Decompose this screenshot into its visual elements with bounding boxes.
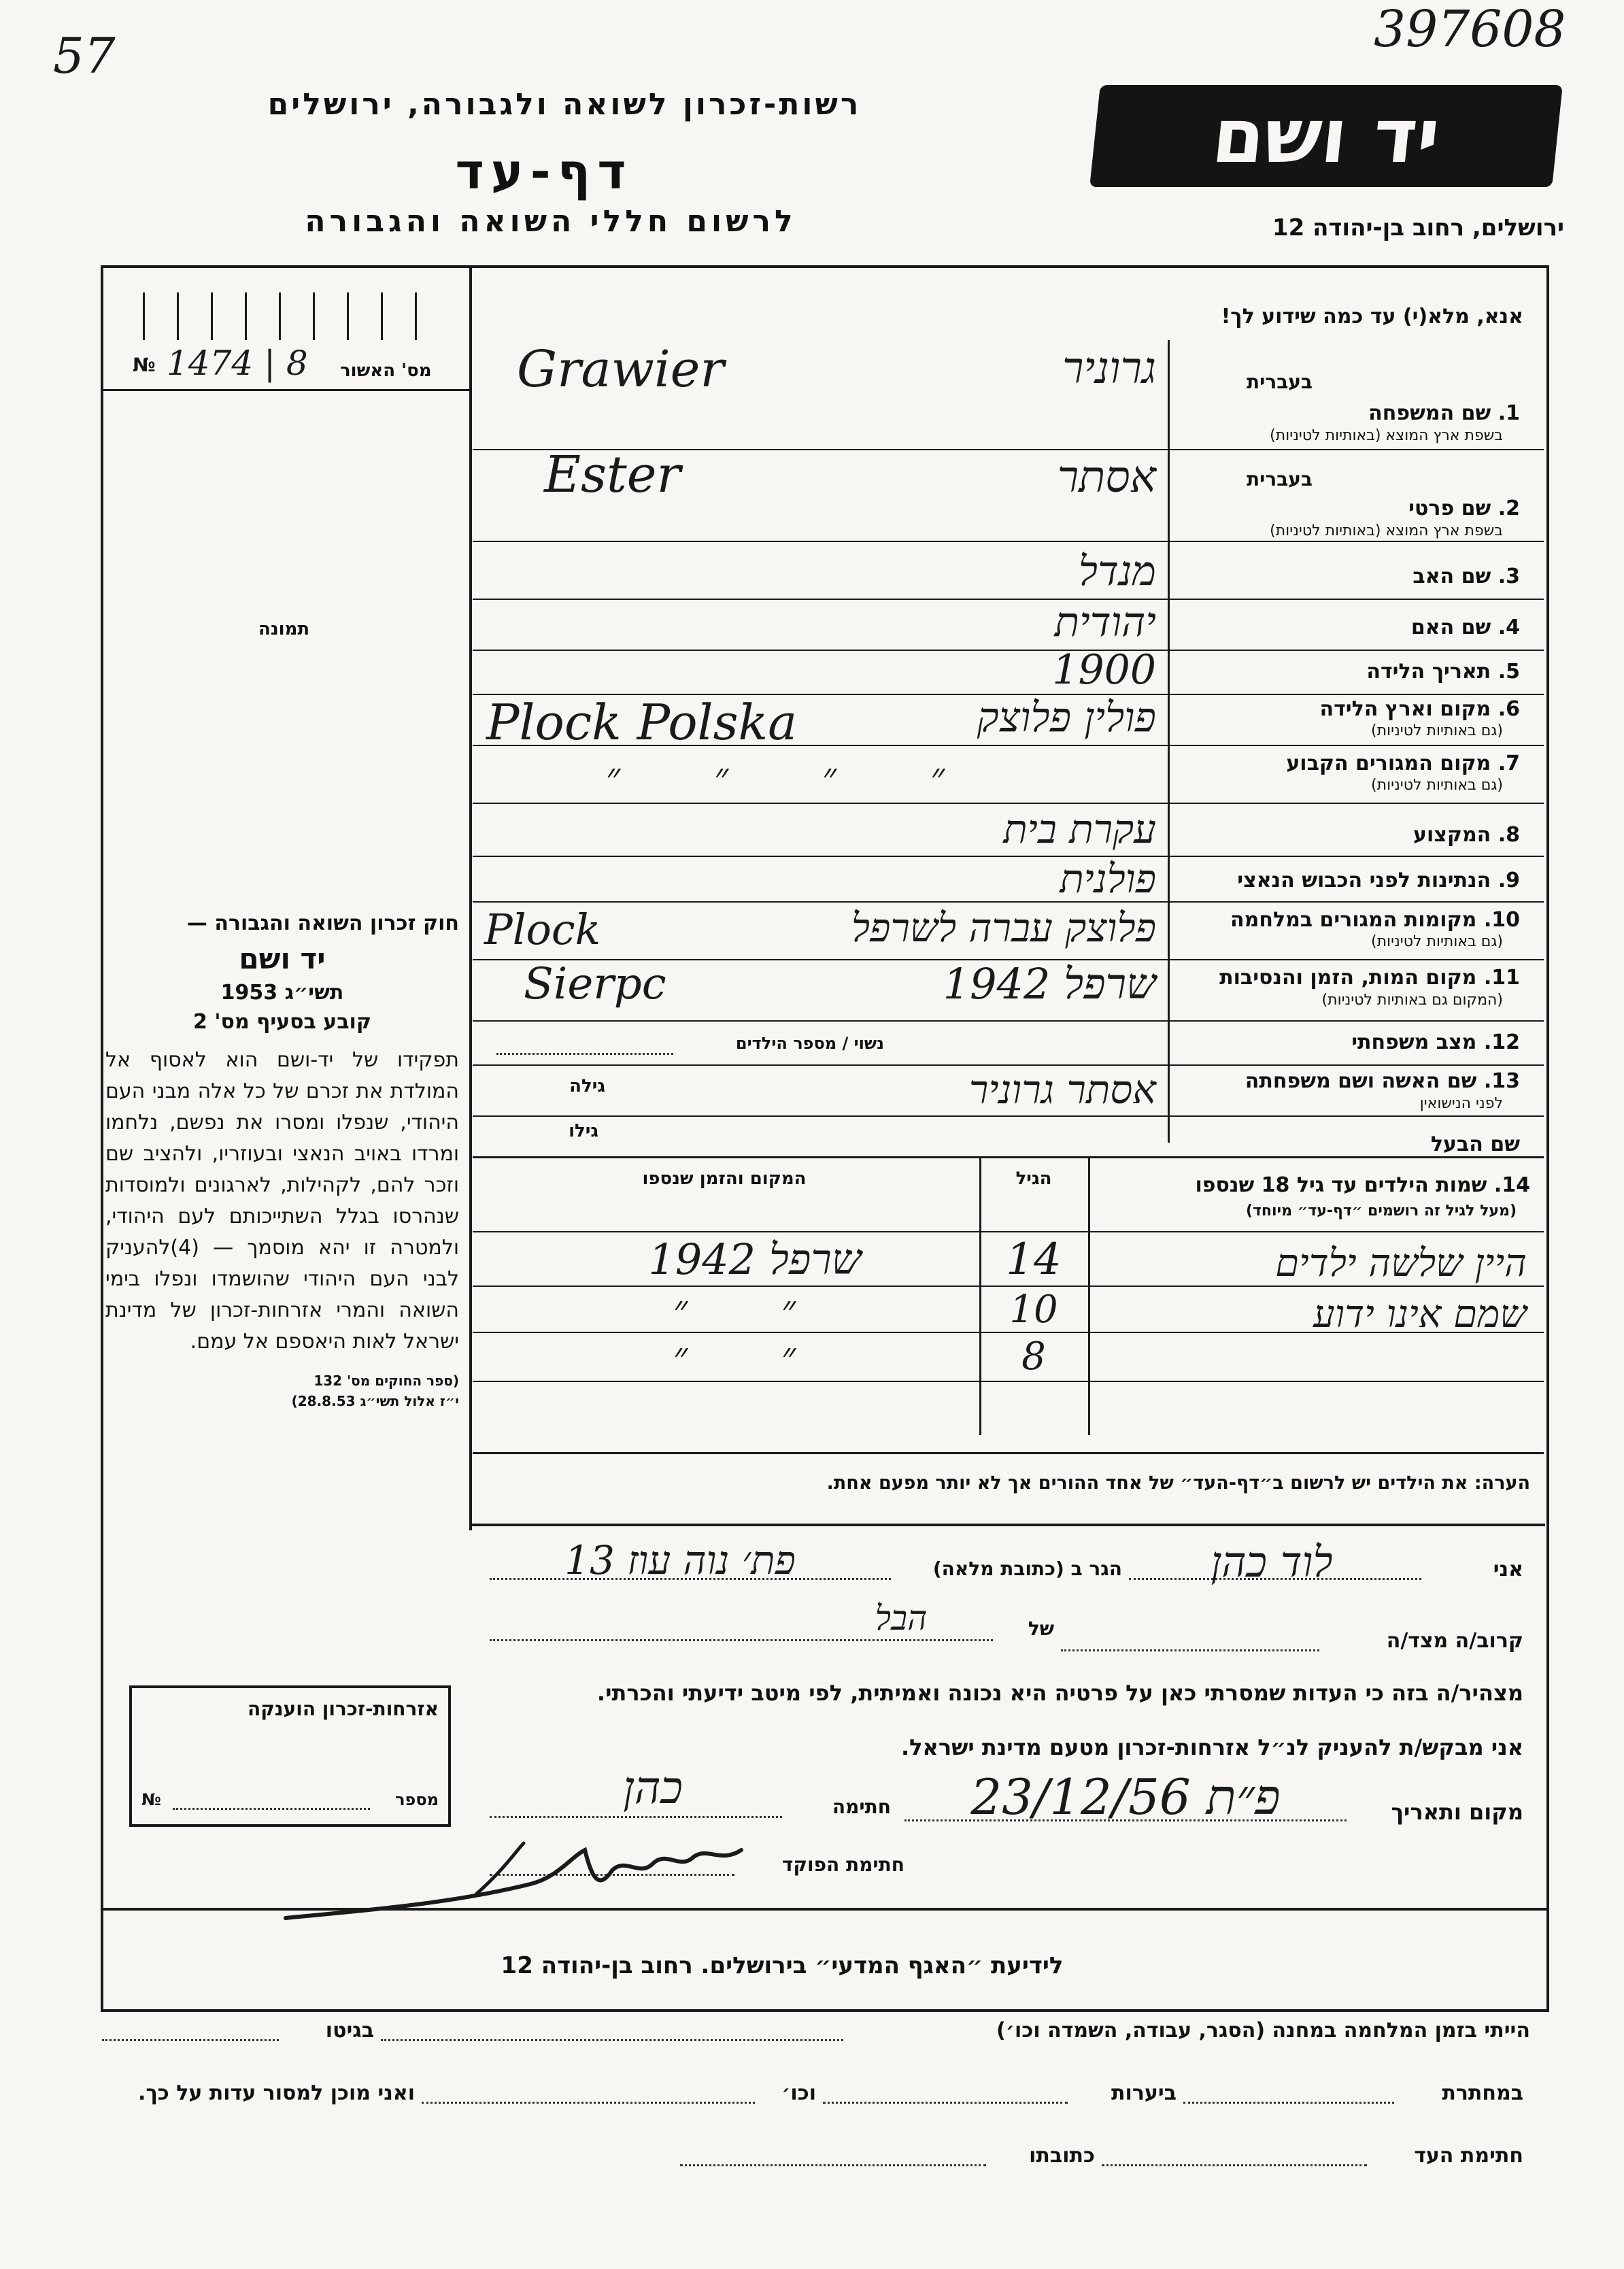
declarant-address: פת׳ נוה עוז 13 (564, 1537, 796, 1583)
law-name: יד ושם (239, 942, 326, 975)
approval-no-symbol: № (133, 354, 156, 376)
place-date-value: פ״ת 23/12/56 (970, 1768, 1281, 1826)
footer-witness-signature: חתימת העד (1414, 2144, 1523, 2168)
statement-1: מצהיר/ה בזה כי העדות שמסרתי כאן על פרטיה היא נכונה ואמיתית, לפי מיטב ידיעתי והכרתי. (596, 1680, 1523, 1706)
children-sub: (מעל לגיל זה רושמים ״דף-עד״ מיוחד) (1245, 1203, 1517, 1220)
field-7-sub: (גם באותיות לטיניות) (1371, 777, 1503, 794)
field-5-label: 5. תאריך הלידה (1366, 660, 1520, 684)
form-intro: אנא, מלא(י) עד כמה שידוע לך! (1221, 305, 1523, 329)
declaration-separator (469, 1524, 1545, 1526)
child-2-place: ״ ״ (673, 1288, 837, 1332)
footer-notice: לידיעת ״האגף המדעי״ בירושלים. רחוב בן-יהודה 12 (501, 1952, 1064, 1979)
citizenship-number-label: מספר (395, 1790, 439, 1809)
law-title: חוק זכרון השואה והגבורה — (186, 911, 459, 935)
field-10-value-latin: Plock (484, 905, 601, 954)
field-2-label: 2. שם פרטי (1408, 497, 1520, 520)
field-11-label: 11. מקום המות, הזמן והנסיבות (1219, 966, 1520, 990)
citizenship-box (129, 1685, 451, 1827)
child-2-age: 10 (1009, 1288, 1058, 1332)
children-place-header: המקום והזמן שנספו (642, 1169, 807, 1189)
child-1-place: שרפל 1942 (648, 1234, 862, 1284)
authority-name: רשות-זכרון לשואה ולגבורה, ירושלים (267, 87, 862, 122)
field-8-label: 8. המקצוע (1412, 823, 1520, 847)
child-3-age: 8 (1021, 1334, 1046, 1379)
corner-number: 57 (53, 27, 116, 84)
child-2-name: שמם אינו ידוע (1313, 1292, 1527, 1337)
field-13-value: אסתר גרוניר (968, 1066, 1156, 1113)
field-10-value-hebrew: פלוצק עברה לשרפל (851, 905, 1156, 951)
approval-rule (102, 389, 469, 391)
field-11-value-hebrew: שרפל 1942 (943, 959, 1156, 1009)
field-13-label: 13. שם האשה ושם משפחתה (1245, 1069, 1520, 1093)
declarant-name: לוד כהן (1211, 1537, 1333, 1587)
in-hebrew-label-2: בעברית (1246, 468, 1313, 490)
of-label: של (1028, 1617, 1054, 1640)
photo-label: תמונה (258, 619, 310, 639)
field-3-value: מנדל (1078, 548, 1156, 595)
approval-label: מס' האשור (340, 360, 432, 381)
husband-age-label: גילו (569, 1121, 598, 1141)
footer-etc: וכו׳ (781, 2081, 816, 2105)
field-9-value: פולנית (1060, 856, 1156, 902)
field-3-label: 3. שם האב (1412, 565, 1520, 588)
label-column-divider (1168, 340, 1170, 1143)
footer-line-1: הייתי בזמן המלחמה במחנה (הסגר, עבודה, השמדה וכו׳) (996, 2019, 1530, 2043)
law-block (105, 911, 459, 1409)
law-clause: קובע בסעיף מס' 2 (193, 1010, 371, 1034)
archive-number: 397608 (1374, 0, 1566, 58)
field-1-label: 1. שם המשפחה (1368, 401, 1520, 425)
child-3-place: ״ ״ (673, 1334, 837, 1379)
approval-number: 1474 | 8 (167, 343, 308, 383)
child-1-age: 14 (1006, 1234, 1062, 1285)
field-5-value: 1900 (1052, 646, 1156, 694)
relative-label: קרוב/ה מצד/ה (1386, 1629, 1523, 1653)
field-9-label: 9. הנתינות לפני הכבוש הנאצי (1237, 869, 1520, 892)
footer-ghetto: בגיטו (325, 2019, 374, 2043)
field-6-sub: (גם באותיות לטיניות) (1371, 722, 1503, 739)
of-value: הבל (875, 1598, 928, 1638)
field-10-sub: (גם באותיות לטיניות) (1371, 933, 1503, 950)
field-12-label: 12. מצב משפחתי (1351, 1030, 1520, 1054)
children-note: הערה: את הילדים יש לרשום ב״דף-העד״ של אחד ההורים אך לא יותר מפעם אחת. (826, 1473, 1530, 1494)
footer-forests: ביערות (1111, 2081, 1177, 2105)
footer-address: כתובתו (1029, 2144, 1095, 2168)
field-7-value: ״ ״ ״ ״ (605, 755, 986, 799)
field-6-label: 6. מקום וארץ הלידה (1319, 697, 1520, 721)
address-label: הגר ב (כתובת מלאה) (932, 1558, 1122, 1580)
husband-label: שם הבעל (1430, 1132, 1520, 1156)
children-label: 14. שמות הילדים עד גיל 18 שנספו (1195, 1173, 1530, 1197)
declarant-label: אני (1493, 1558, 1523, 1581)
citizenship-title: אזרחות-זכרון הוענקה (248, 1698, 439, 1720)
signature-value: כהן (623, 1762, 683, 1814)
child-1-name: היין שלשה ילדים (1275, 1241, 1527, 1285)
in-hebrew-label-1: בעברית (1246, 371, 1313, 393)
children-col-divider-2 (1088, 1156, 1090, 1435)
law-body: תפקידו של יד-ושם הוא לאסוף אל המולדת את זכרם של כל אלה מבני העם היהודי, שנפלו ומסרו את נפשם, נלחמו ומרדו באויב הנאצי ובעוזריו, ולהציב שם וזכר להם, לקהילות, לארגונים ולמוסדות שנהרסו בגלל השתייכותם לעם היהודי, ולמטרה זו יהא מוסמך — (4)להעניק לבני העם היהודי שהושמדו ונפלו בימי השואה והמרי אזרחות-זכרון של מדינת ישראל לאות היאספם אל עמם. (105, 1048, 459, 1354)
field-4-label: 4. שם האם (1410, 616, 1520, 639)
field-2-value-latin: Ester (544, 446, 681, 504)
field-13-age-label: גילה (569, 1076, 605, 1096)
children-age-header: הגיל (1015, 1169, 1052, 1189)
field-13-sub: לפני הנישואין (1419, 1095, 1503, 1112)
field-6-value-hebrew: פולין פלוצק (977, 694, 1156, 741)
law-year: תשי״ג 1953 (220, 981, 344, 1005)
yad-vashem-logo (1089, 85, 1563, 187)
clerk-label: חתימת הפוקד (781, 1853, 904, 1876)
statement-2: אני מבקש/ת להעניק לנ״ל אזרחות-זכרון מטעם מדינת ישראל. (901, 1734, 1523, 1760)
signature-label: חתימה (832, 1796, 891, 1818)
form-subtitle: לרשום חללי השואה והגבורה (305, 204, 797, 239)
field-1-value-latin: Grawier (517, 340, 724, 399)
field-4-value: יהודית (1054, 599, 1156, 646)
field-8-value: עקרת בית (1003, 806, 1156, 852)
field-2-sub: בשפת ארץ המוצא (באותיות לטיניות) (1270, 522, 1503, 539)
field-2-value-hebrew: אסתר (1057, 452, 1156, 503)
field-10-label: 10. מקומות המגורים במלחמה (1230, 908, 1520, 932)
field-6-value-latin: Plock Polska (486, 694, 798, 751)
law-ref-2: י״ז אלול תשי״ג 28.8.53) (291, 1393, 459, 1409)
field-11-sub: (המקום גם באותיות לטיניות) (1321, 992, 1503, 1009)
approval-tally (143, 292, 442, 340)
law-ref-1: (ספר החוקים מס' 132 (314, 1373, 459, 1389)
field-12-value: נשוי / מספר הילדים (735, 1034, 884, 1053)
logo-text: יד ושם (1208, 93, 1444, 180)
header-address: ירושלים, רחוב בן-יהודה 12 (1272, 214, 1564, 241)
footer-ready: ואני מוכן למסור עדות על כך. (138, 2081, 415, 2105)
children-col-divider-1 (979, 1156, 981, 1435)
field-7-label: 7. מקום המגורים הקבוע (1286, 752, 1520, 775)
field-1-sub: בשפת ארץ המוצא (באותיות לטיניות) (1270, 427, 1503, 444)
citizenship-no-symbol: № (141, 1790, 161, 1809)
footer-underground: במחתרת (1442, 2081, 1523, 2105)
left-column-divider (469, 265, 472, 1530)
field-11-value-latin: Sierpc (524, 959, 666, 1009)
form-title: דף-עד (455, 143, 633, 200)
clerk-signature (272, 1830, 748, 1932)
field-1-value-hebrew: גרוניר (1062, 343, 1156, 394)
place-date-label: מקום ותאריך (1391, 1799, 1523, 1825)
